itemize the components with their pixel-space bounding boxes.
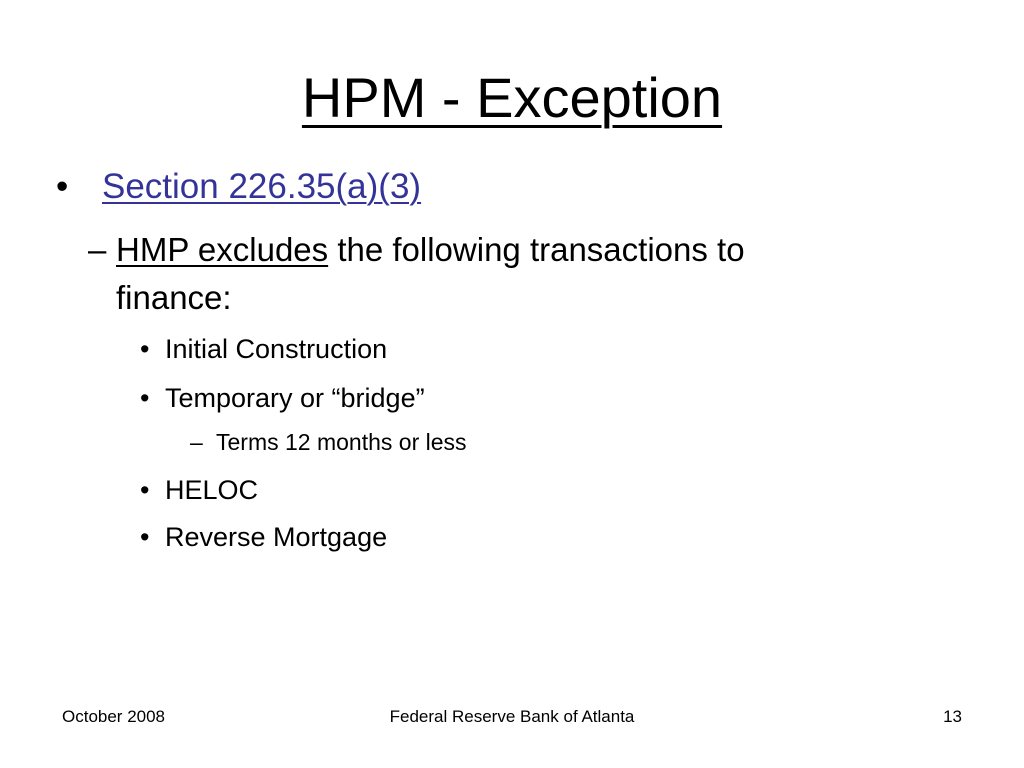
footer-page-number: 13 bbox=[943, 707, 962, 726]
list-item-reverse-mortgage bbox=[140, 520, 387, 554]
bullet-marker: • bbox=[140, 383, 150, 413]
reverse-mortgage-text: Reverse Mortgage bbox=[165, 522, 388, 552]
slide-title: HPM - Exception bbox=[301, 66, 723, 129]
bullet-marker: • bbox=[56, 167, 69, 206]
dash-marker: – bbox=[190, 429, 203, 455]
bullet-section bbox=[56, 166, 421, 208]
bullet-marker: • bbox=[140, 334, 150, 364]
bullet-marker: • bbox=[140, 522, 150, 552]
footer-organization: Federal Reserve Bank of Atlanta bbox=[389, 707, 635, 726]
footer-date: October 2008 bbox=[62, 707, 166, 726]
terms-text: Terms 12 months or less bbox=[216, 429, 467, 455]
bullet-marker: • bbox=[140, 475, 150, 505]
list-item-terms bbox=[190, 427, 467, 457]
temporary-bridge-text: Temporary or “bridge” bbox=[165, 383, 425, 413]
sub-item-continuation-text: finance: bbox=[116, 279, 232, 316]
heloc-text: HELOC bbox=[165, 475, 259, 505]
list-item-heloc bbox=[140, 473, 258, 507]
sub-item-rest-text: the following transactions to bbox=[328, 231, 745, 268]
initial-construction-text: Initial Construction bbox=[165, 334, 388, 364]
sub-item-hmp-excludes bbox=[88, 226, 745, 274]
list-item-initial-construction bbox=[140, 332, 387, 366]
section-link[interactable]: Section 226.35(a)(3) bbox=[102, 167, 422, 206]
sub-item-continuation bbox=[116, 274, 232, 322]
hmp-excludes-text: HMP excludes bbox=[116, 231, 329, 268]
dash-marker: – bbox=[88, 231, 107, 268]
list-item-temporary-bridge bbox=[140, 381, 425, 415]
